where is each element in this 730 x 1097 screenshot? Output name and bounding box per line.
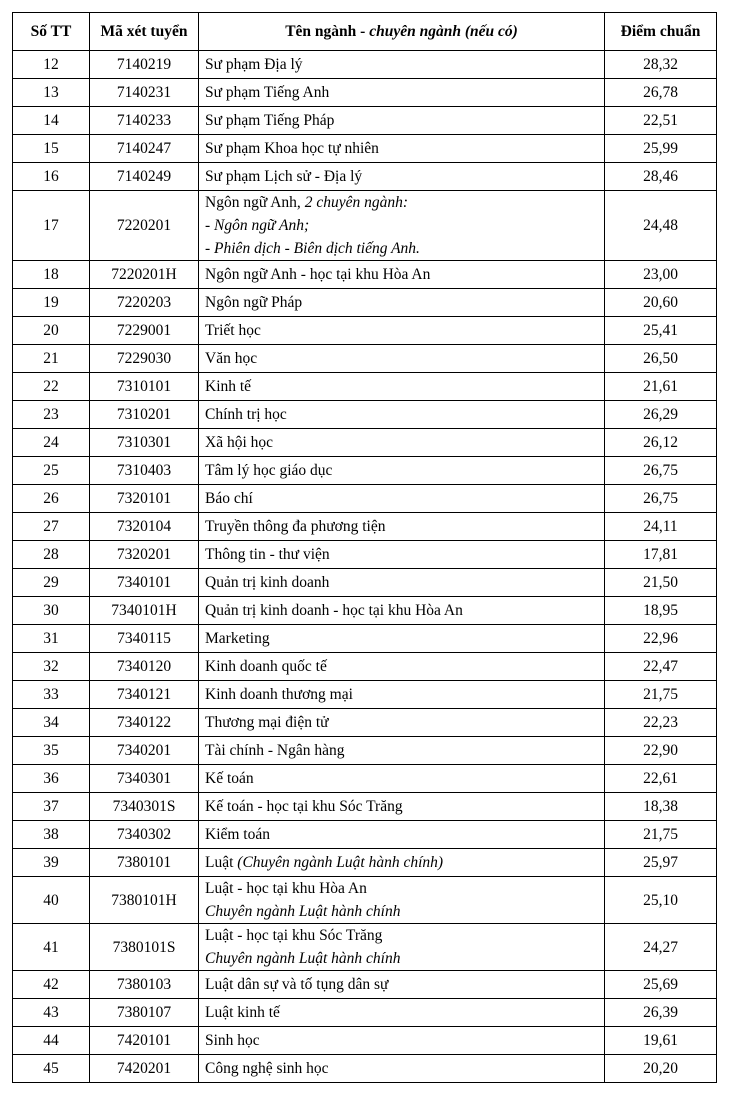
row-name-subline: Chuyên ngành Luật hành chính [205,903,401,920]
row-score: 21,75 [605,821,717,849]
row-name [199,541,605,569]
row-code: 7340120 [90,653,199,681]
table-row [13,163,717,191]
table-header-row [13,13,717,51]
row-name [199,261,605,289]
table-row [13,924,717,971]
row-stt: 34 [13,709,90,737]
row-name [199,821,605,849]
row-score: 25,99 [605,135,717,163]
row-score: 21,50 [605,569,717,597]
row-code: 7140231 [90,79,199,107]
header-score: Điểm chuẩn [605,13,717,51]
table-row [13,135,717,163]
row-stt: 23 [13,401,90,429]
row-code: 7340115 [90,625,199,653]
table-row [13,51,717,79]
table-row [13,79,717,107]
row-code: 7380101S [90,924,199,971]
row-score: 21,61 [605,373,717,401]
row-name [199,971,605,999]
row-name-text: Truyền thông đa phương tiện [205,518,386,535]
row-code: 7340101H [90,597,199,625]
row-stt: 24 [13,429,90,457]
table-row [13,709,717,737]
row-name [199,653,605,681]
row-code: 7380101 [90,849,199,877]
row-name-text: Quản trị kinh doanh - học tại khu Hòa An [205,602,463,619]
row-name-text: Kiểm toán [205,826,270,843]
row-stt: 45 [13,1055,90,1083]
row-code: 7340122 [90,709,199,737]
row-name-text: Ngôn ngữ Pháp [205,294,303,311]
row-stt: 31 [13,625,90,653]
row-code: 7320104 [90,513,199,541]
header-code: Mã xét tuyển [90,13,199,51]
admission-scores-table [12,12,717,1083]
header-stt: Số TT [13,13,90,51]
row-stt: 30 [13,597,90,625]
row-name [199,765,605,793]
row-stt: 42 [13,971,90,999]
row-score: 22,90 [605,737,717,765]
table-row [13,485,717,513]
row-score: 28,46 [605,163,717,191]
row-code: 7140233 [90,107,199,135]
row-score: 25,41 [605,317,717,345]
row-name [199,289,605,317]
row-code: 7380101H [90,877,199,924]
row-code: 7340301S [90,793,199,821]
row-score: 24,48 [605,191,717,261]
row-score: 22,96 [605,625,717,653]
row-code: 7320201 [90,541,199,569]
row-code: 7340101 [90,569,199,597]
row-name-text: Luật - học tại khu Sóc Trăng [205,927,383,944]
row-name-text: Quản trị kinh doanh [205,574,330,591]
table-row [13,401,717,429]
table-row [13,737,717,765]
row-code: 7220203 [90,289,199,317]
row-score: 21,75 [605,681,717,709]
row-stt: 36 [13,765,90,793]
row-score: 22,51 [605,107,717,135]
row-name-text: Kế toán [205,770,254,787]
header-name-italic: chuyên ngành (nếu có) [369,23,518,40]
row-score: 18,95 [605,597,717,625]
row-name [199,485,605,513]
row-score: 26,78 [605,79,717,107]
row-name-italic: 2 chuyên ngành: [304,194,408,211]
row-score: 26,12 [605,429,717,457]
row-stt: 17 [13,191,90,261]
table-row [13,765,717,793]
row-code: 7380107 [90,999,199,1027]
header-name [199,13,605,51]
row-name [199,569,605,597]
row-name [199,597,605,625]
row-code: 7380103 [90,971,199,999]
row-name [199,849,605,877]
row-score: 25,69 [605,971,717,999]
table-row [13,373,717,401]
row-name [199,191,605,261]
row-name [199,163,605,191]
row-name [199,625,605,653]
row-name [199,457,605,485]
table-row [13,849,717,877]
table-row [13,877,717,924]
row-stt: 32 [13,653,90,681]
row-stt: 12 [13,51,90,79]
row-name [199,1027,605,1055]
row-name-text: Xã hội học [205,434,274,451]
row-name [199,79,605,107]
row-score: 17,81 [605,541,717,569]
row-stt: 38 [13,821,90,849]
row-name-text: Chính trị học [205,406,287,423]
row-stt: 25 [13,457,90,485]
row-score: 26,75 [605,485,717,513]
row-name [199,1055,605,1083]
row-code: 7140219 [90,51,199,79]
row-code: 7229030 [90,345,199,373]
row-name-text: Luật kinh tế [205,1004,280,1021]
row-name-text: Công nghệ sinh học [205,1060,329,1077]
row-code: 7220201 [90,191,199,261]
table-row [13,1055,717,1083]
row-name-text: Marketing [205,630,270,647]
table-row [13,261,717,289]
table-row [13,429,717,457]
row-name [199,373,605,401]
table-row [13,971,717,999]
table-row [13,345,717,373]
row-stt: 20 [13,317,90,345]
row-name-italic: (Chuyên ngành Luật hành chính) [237,854,444,871]
header-name-prefix: Tên ngành - [285,23,370,40]
row-name-text: Thương mại điện tử [205,714,329,731]
row-name [199,737,605,765]
table-row [13,625,717,653]
row-stt: 22 [13,373,90,401]
row-score: 26,39 [605,999,717,1027]
row-name [199,681,605,709]
row-name-text: Sư phạm Tiếng Anh [205,84,330,101]
table-row [13,289,717,317]
table-row [13,541,717,569]
row-name [199,877,605,924]
row-code: 7340201 [90,737,199,765]
row-name-text: Ngôn ngữ Anh, [205,194,305,211]
row-name [199,793,605,821]
row-name [199,709,605,737]
row-score: 24,27 [605,924,717,971]
table-row [13,681,717,709]
row-code: 7140247 [90,135,199,163]
row-name-subline: - Phiên dịch - Biên dịch tiếng Anh. [205,240,420,257]
row-stt: 26 [13,485,90,513]
row-name-text: Sinh học [205,1032,260,1049]
row-name-text: Luật dân sự và tố tụng dân sự [205,976,389,993]
row-code: 7310301 [90,429,199,457]
table-row [13,999,717,1027]
row-stt: 44 [13,1027,90,1055]
row-score: 25,97 [605,849,717,877]
table-row [13,793,717,821]
table-row [13,1027,717,1055]
row-code: 7340121 [90,681,199,709]
row-stt: 41 [13,924,90,971]
row-name-text: Kinh tế [205,378,252,395]
row-name-text: Kinh doanh quốc tế [205,658,327,675]
table-row [13,513,717,541]
row-score: 25,10 [605,877,717,924]
row-name [199,51,605,79]
row-code: 7420101 [90,1027,199,1055]
row-name [199,429,605,457]
row-name [199,135,605,163]
row-name [199,107,605,135]
table-row [13,457,717,485]
row-score: 26,75 [605,457,717,485]
row-score: 19,61 [605,1027,717,1055]
row-stt: 37 [13,793,90,821]
row-score: 22,23 [605,709,717,737]
row-name-text: Ngôn ngữ Anh - học tại khu Hòa An [205,266,431,283]
row-name-text: Kế toán - học tại khu Sóc Trăng [205,798,403,815]
table-row [13,191,717,261]
row-score: 26,29 [605,401,717,429]
row-name-text: Sư phạm Lịch sử - Địa lý [205,168,363,185]
row-stt: 21 [13,345,90,373]
table-row [13,317,717,345]
table-row [13,821,717,849]
row-name-text: Tâm lý học giáo dục [205,462,333,479]
table-row [13,107,717,135]
row-stt: 15 [13,135,90,163]
row-name-text: Kinh doanh thương mại [205,686,353,703]
row-name [199,317,605,345]
row-stt: 39 [13,849,90,877]
row-name [199,999,605,1027]
row-code: 7420201 [90,1055,199,1083]
row-name-text: Sư phạm Tiếng Pháp [205,112,335,129]
row-score: 23,00 [605,261,717,289]
row-stt: 18 [13,261,90,289]
row-name-subline: Chuyên ngành Luật hành chính [205,950,401,967]
row-name [199,401,605,429]
row-stt: 19 [13,289,90,317]
row-code: 7310403 [90,457,199,485]
row-code: 7310201 [90,401,199,429]
row-score: 24,11 [605,513,717,541]
row-stt: 13 [13,79,90,107]
row-stt: 16 [13,163,90,191]
table-row [13,597,717,625]
row-code: 7140249 [90,163,199,191]
row-stt: 35 [13,737,90,765]
row-name-text: Văn học [205,350,258,367]
row-stt: 14 [13,107,90,135]
row-stt: 33 [13,681,90,709]
row-name-text: Thông tin - thư viện [205,546,330,563]
row-name-text: Sư phạm Khoa học tự nhiên [205,140,379,157]
row-stt: 27 [13,513,90,541]
row-stt: 28 [13,541,90,569]
row-stt: 40 [13,877,90,924]
table-row [13,569,717,597]
row-name-text: Tài chính - Ngân hàng [205,742,345,759]
row-score: 22,47 [605,653,717,681]
row-name [199,924,605,971]
row-name-text: Triết học [205,322,261,339]
row-code: 7310101 [90,373,199,401]
row-score: 20,60 [605,289,717,317]
row-code: 7340301 [90,765,199,793]
row-score: 20,20 [605,1055,717,1083]
row-name-text: Sư phạm Địa lý [205,56,303,73]
row-score: 22,61 [605,765,717,793]
row-score: 18,38 [605,793,717,821]
row-code: 7220201H [90,261,199,289]
row-name-text: Báo chí [205,490,253,507]
row-name-text: Luật - học tại khu Hòa An [205,880,367,897]
row-name [199,513,605,541]
table-row [13,653,717,681]
row-code: 7320101 [90,485,199,513]
row-code: 7340302 [90,821,199,849]
row-stt: 43 [13,999,90,1027]
row-code: 7229001 [90,317,199,345]
row-name-text: Luật [205,854,238,871]
row-name [199,345,605,373]
row-score: 28,32 [605,51,717,79]
row-stt: 29 [13,569,90,597]
row-score: 26,50 [605,345,717,373]
row-name-subline: - Ngôn ngữ Anh; [205,217,310,234]
